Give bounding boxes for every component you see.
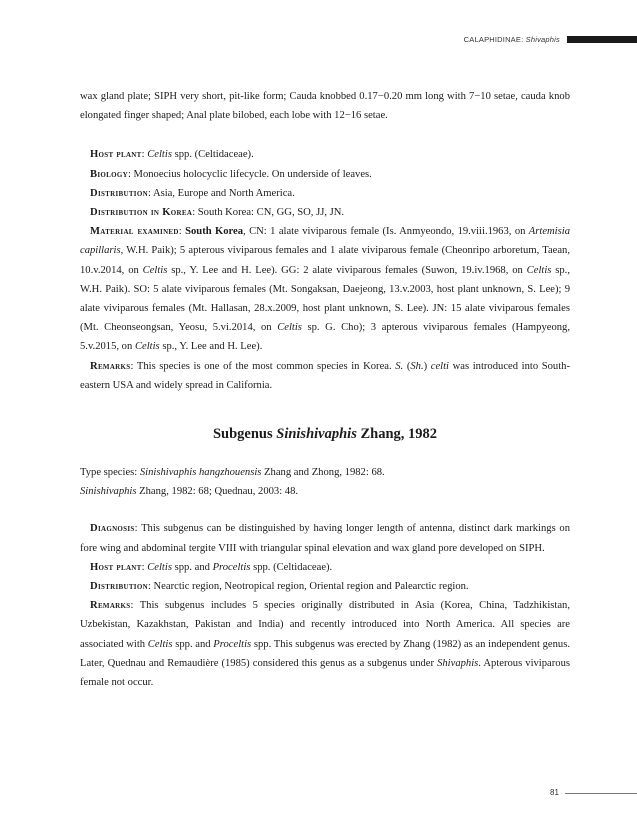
distribution-paragraph: Distribution: Nearctic region, Neotropical region, Oriental region and Palearctic region. [90, 581, 469, 593]
remarks-text: ) [423, 360, 431, 372]
distribution-paragraph: Distribution: Asia, Europe and North America. [90, 187, 295, 199]
remarks-taxon: Sh. [410, 360, 424, 372]
remarks-taxon: S. [395, 360, 404, 372]
remarks-text: spp. and [172, 638, 214, 650]
type-species-name: Sinishivaphis hangzhouensis [139, 467, 262, 478]
running-head-section: CALAPHIDINAE: [463, 35, 524, 44]
host-plant-label: Host plant [90, 561, 142, 573]
type-species-prefix: Type species: [80, 467, 140, 478]
material-text: sp., W.H. Paik). SO: 5 alate viviparous females (Mt. Songaksan, Daejeong, 13.v.2003, host plant unknown, S. Lee); 9 alate viviparous females (Mt. Hallasan, 28.x.2009, host plant unknown, S. Lee). JN: 15 alate viviparous females (Mt. Cheonseongsan, Yeosu, 5.vi.2014, on [80, 264, 570, 334]
material-taxon: Artemisia capillaris [80, 226, 570, 257]
type-species-line [80, 463, 570, 482]
footer-rule [565, 793, 637, 794]
host-plant-text: spp. (Celtidaceae). [250, 561, 333, 573]
remarks-text: spp. This subgenus was erected by Zhang (1982) as an independent genus. Later, Quednau and Remaudière (1985) considered this genus as a subgenus under [80, 638, 570, 669]
remarks-label: Remarks [90, 600, 131, 612]
material-text: sp., Y. Lee and H. Lee). GG: 2 alate viviparous females (Suwon, 19.iv.1968, on [167, 264, 527, 276]
running-head-genus: Shivaphis [525, 35, 560, 44]
synonymy-name: Sinishivaphis [80, 486, 137, 498]
remarks-text: ( [403, 360, 411, 372]
material-taxon: Celtis [526, 264, 552, 276]
diagnosis-text: This subgenus can be distinguished by having longer length of antenna, distinct dark markings on fore wing and abdominal tergite VIII with triangular spinal elevation and wax gland pore developed on SIPH. [80, 523, 571, 554]
remarks-paragraph: Remarks: This species is one of the most common species in Korea. S. (Sh.) celti was introduced into South-eastern USA and widely spread in California. [80, 360, 570, 391]
distribution-label: Distribution [90, 187, 148, 199]
type-species-rest: Zhang and Zhong, 1982: 68. [261, 467, 385, 478]
material-taxon: Celtis [134, 341, 160, 353]
material-text: sp., Y. Lee and H. Lee). [159, 341, 263, 353]
host-plant-genus: Celtis [147, 561, 172, 573]
distribution-korea-label: Distribution in Korea [90, 207, 193, 219]
remarks-taxon: Shivaphis [437, 657, 479, 669]
material-taxon: Celtis [277, 322, 302, 334]
distribution-text: Asia, Europe and North America. [152, 187, 295, 199]
subgenus-author: Zhang, 1982 [356, 426, 438, 442]
material-taxon: Celtis [142, 264, 168, 276]
host-plant-label: Host plant [90, 149, 142, 161]
page-number: 81 [550, 788, 559, 797]
subgenus-heading [80, 426, 570, 443]
subgenus-name: Sinishivaphis [276, 426, 357, 442]
material-examined-label: Material examined [90, 226, 179, 238]
distribution-label: Distribution [90, 581, 148, 593]
remarks-text: This subgenus includes 5 species originally distributed in Asia (Korea, China, Tadzhikistan, Uzbekistan, Kazakhstan, Pakistan and India) and recently introduced into North America. All species are associated with [80, 600, 570, 650]
subgenus-prefix: Subgenus [212, 426, 277, 442]
synonymy-rest: Zhang, 1982: 68; Quednau, 2003: 48. [136, 486, 299, 498]
remarks-label: Remarks [90, 360, 131, 372]
distribution-text: Nearctic region, Neotropical region, Oriental region and Palearctic region. [153, 581, 469, 593]
host-plant-paragraph: Host plant: Celtis spp. and Proceltis spp. (Celtidaceae). [90, 561, 333, 573]
material-examined-paragraph: Material examined: South Korea, CN: 1 alate viviparous female (Is. Anmyeondo, 19.viii.1963, on Artemisia capillaris, W.H. Paik); 5 apterous viviparous females and 1 alate viviparous female (Cheonripo arboretum, Taean, 10.v.2014, on Celtis sp., Y. Lee and H. Lee). GG: 2 alate viviparous females (Suwon, 19.iv.1968, on Celtis sp., W.H. Paik). SO: 5 alate viviparous females (Mt. Songaksan, Daejeong, 13.v.2003, host plant unknown, S. Lee); 9 alate viviparous females (Mt. Hallasan, 28.x.2009, host plant unknown, S. Lee). JN: 15 alate viviparous females (Mt. Cheonseongsan, Yeosu, 5.vi.2014, on Celtis sp. G. Cho); 3 apterous viviparous females (Hampyeong, 5.v.2015, on Celtis sp., Y. Lee and H. Lee). [80, 226, 570, 353]
host-plant-paragraph: Host plant: Celtis spp. (Celtidaceae). [90, 149, 254, 161]
material-text: , W.H. Paik); 5 apterous viviparous females and 1 alate viviparous female (Cheonripo arboretum, Taean, 10.v.2014, on [80, 245, 570, 276]
host-plant-text: spp. and [171, 561, 213, 573]
host-plant-genus: Proceltis [212, 561, 251, 573]
species-account-body [80, 87, 570, 395]
subgenus-body [80, 463, 570, 692]
remarks-text: This species is one of the most common species in Korea. [136, 360, 396, 372]
synonymy-line [80, 482, 570, 501]
material-country: South Korea [185, 226, 244, 238]
running-head [464, 35, 560, 44]
remarks-text: . Apterous viviparous female not occur. [80, 657, 570, 689]
header-bar [567, 36, 637, 43]
distribution-korea-paragraph: Distribution in Korea: South Korea: CN, GG, SO, JJ, JN. [90, 207, 345, 219]
biology-text: Monoecius holocyclic lifecycle. On underside of leaves. [133, 168, 372, 180]
remarks-text: was introduced into South-eastern USA and widely spread in California. [80, 360, 570, 391]
remarks-paragraph: Remarks: This subgenus includes 5 species originally distributed in Asia (Korea, China, Tadzhikistan, Uzbekistan, Kazakhstan, Pakistan and India) and recently introduced into North America. All species are associated with Celtis spp. and Proceltis spp. This subgenus was erected by Zhang (1982) as an independent genus. Later, Quednau and Remaudière (1985) considered this genus as a subgenus under Shivaphis. Apterous viviparous female not occur. [80, 600, 570, 689]
host-plant-genus: Celtis [147, 149, 172, 161]
host-plant-text: spp. (Celtidaceae). [171, 149, 254, 161]
material-text: , CN: 1 alate viviparous female (Is. Anmyeondo, 19.viii.1963, on [243, 226, 529, 238]
distribution-korea-text: South Korea: CN, GG, SO, JJ, JN. [197, 207, 345, 219]
biology-paragraph: Biology: Monoecius holocyclic lifecycle. On underside of leaves. [90, 168, 372, 180]
material-text: sp. G. Cho); 3 apterous viviparous females (Hampyeong, 5.v.2015, on [80, 322, 570, 353]
remarks-taxon: celti [430, 360, 449, 372]
biology-label: Biology [90, 168, 128, 180]
remarks-taxon: Proceltis [213, 638, 252, 650]
diagnosis-paragraph: Diagnosis: This subgenus can be distinguished by having longer length of antenna, distinct dark markings on fore wing and abdominal tergite VIII with triangular spinal elevation and wax gland pore developed on SIPH. [80, 523, 571, 554]
description-continuation: wax gland plate; SIPH very short, pit-like form; Cauda knobbed 0.17−0.20 mm long with 7−10 setae, cauda knob elongated finger shaped; Anal plate bilobed, each lobe with 12−16 setae. [80, 91, 570, 122]
remarks-taxon: Celtis [147, 638, 173, 650]
diagnosis-label: Diagnosis [90, 523, 135, 535]
